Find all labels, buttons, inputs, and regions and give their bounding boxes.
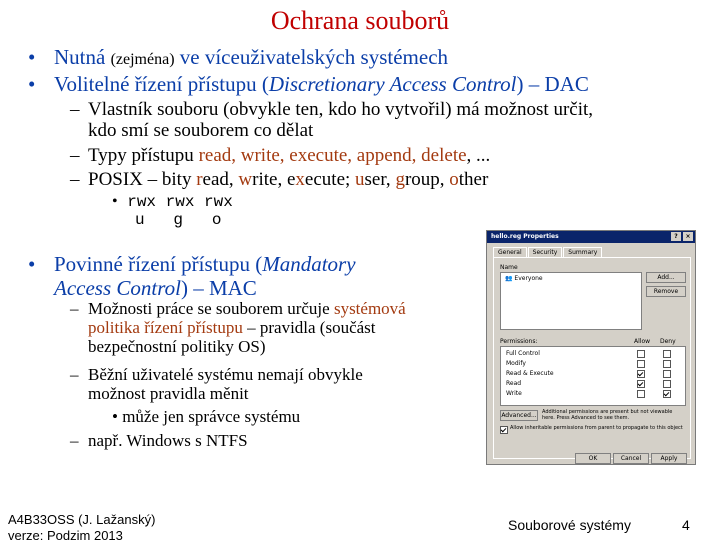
user-name: Everyone [514,275,543,282]
sub-dash: – [70,365,79,384]
sub-dash: – [70,431,79,450]
deny-modify-checkbox[interactable] [663,360,671,368]
posix-o: o [449,169,459,190]
bullet-text-rest: ve víceuživatelských systémech [174,45,449,69]
posix-r: r [196,169,203,190]
sub-dot: • [112,407,118,426]
allow-read-checkbox[interactable] [637,380,645,388]
bullet-term: Discretionary Access Control [268,72,517,96]
sub-text-end: , ... [466,145,491,166]
allow-read-execute-checkbox[interactable] [637,370,645,378]
perm-write: Write [506,390,522,397]
posix-w: w [238,169,253,190]
posix-text: ther [458,169,489,190]
tab-security[interactable]: Security [528,247,563,257]
mac-text-3: bezpečnostní politiky OS) [88,337,266,356]
bullet-text: Nutná [54,45,111,69]
bullet-term: Mandatory [262,252,356,276]
inherit-label: Allow inheritable permissions from parent to propagate to this object [510,425,683,431]
footer-course [8,512,155,544]
properties-dialog [486,230,696,465]
mac-admin-text: může jen správce systému [122,407,301,426]
sub-dash: – [70,99,80,120]
mac-users-text: Běžní uživatelé systému nemají obvykle [88,365,363,384]
page-number: 4 [682,517,690,533]
sub-text-2: kdo smí se souborem co dělat [88,120,314,141]
sub-text: Typy přístupu [88,145,199,166]
allow-modify-checkbox[interactable] [637,360,645,368]
group-icon: 👥 [505,275,513,282]
deny-read-execute-checkbox[interactable] [663,370,671,378]
ugo-line: u g o [135,211,222,229]
add-button[interactable]: Add... [646,272,686,283]
mac-highlight-2: politika řízení přístupu [88,318,243,337]
deny-write-checkbox[interactable] [663,390,671,398]
posix-text: roup, [404,169,450,190]
slide-title: Ochrana souborů [270,6,450,35]
bullet-text: Volitelné řízení přístupu ( [54,72,269,96]
sub-text-1: Vlastník souboru (obvykle ten, kdo ho vytvořil) má možnost určit, [88,99,594,120]
cancel-button[interactable]: Cancel [613,453,649,464]
name-label: Name [500,264,518,271]
mac-text: Možnosti práce se souborem určuje [88,299,334,318]
user-list[interactable] [500,272,642,330]
help-icon[interactable]: ? [671,232,681,241]
posix-text: ead, [202,169,239,190]
bullet-dot: • [28,252,36,276]
mac-users-text-2: možnost pravidla měnit [88,384,249,403]
security-panel [493,257,691,459]
posix-text: rite, e [252,169,296,190]
allow-write-checkbox[interactable] [637,390,645,398]
dialog-tabs [493,247,603,257]
posix-text: ecute; [304,169,356,190]
posix-u: u [355,169,365,190]
perm-full-control: Full Control [506,350,540,357]
bullet-dot: • [28,45,36,69]
user-everyone[interactable] [501,273,641,284]
ok-button[interactable]: OK [575,453,611,464]
bullet-dot: • [28,72,36,96]
perm-read: Read [506,380,522,387]
bullet-abbr: ) – DAC [516,72,589,96]
rwx-dot: • [112,193,118,210]
deny-read-checkbox[interactable] [663,380,671,388]
deny-full-control-checkbox[interactable] [663,350,671,358]
posix-g: g [395,169,405,190]
bullet-abbr: ) – MAC [180,276,257,300]
sub-dash: – [70,169,80,190]
posix-text: ser, [364,169,396,190]
sub-dash: – [70,145,80,166]
deny-header: Deny [660,338,676,345]
posix-text: POSIX – bity [88,169,197,190]
bullet-text: Povinné řízení přístupu ( [54,252,263,276]
footer-version: verze: Podzim 2013 [8,528,123,543]
sub-mac-admin [112,407,300,426]
access-types-list: read, write, execute, append, delete [198,145,467,166]
dialog-titlebar [487,231,695,243]
tab-general[interactable]: General [493,247,527,257]
allow-header: Allow [634,338,651,345]
perm-modify: Modify [506,360,526,367]
mac-highlight: systémová [333,299,406,318]
rwx-line [112,193,233,211]
remove-button[interactable]: Remove [646,286,686,297]
bullet-term-2: Access Control [54,276,181,300]
rwx-bits: rwx rwx rwx [127,193,233,211]
tab-summary[interactable]: Summary [563,247,602,257]
footer-course-name: A4B33OSS (J. Lažanský) [8,512,156,527]
posix-x: x [295,169,305,190]
mac-example-text: např. Windows s NTFS [88,431,248,450]
inherit-checkbox[interactable] [500,426,508,434]
bullet-note: (zejména) [110,51,175,68]
advanced-button[interactable]: Advanced... [501,412,537,419]
close-icon[interactable]: × [683,232,693,241]
mac-text-2: – pravidla (součást [242,318,376,337]
perm-read-execute: Read & Execute [506,370,554,377]
permissions-label: Permissions: [500,338,538,345]
dialog-title: hello.reg Properties [491,233,559,240]
sub-dash: – [70,299,79,318]
footer-topic: Souborové systémy [508,517,631,533]
apply-button[interactable]: Apply [651,453,687,464]
advanced-note: Additional permissions are present but not viewable here. Press Advanced to see them. [542,409,673,421]
allow-full-control-checkbox[interactable] [637,350,645,358]
